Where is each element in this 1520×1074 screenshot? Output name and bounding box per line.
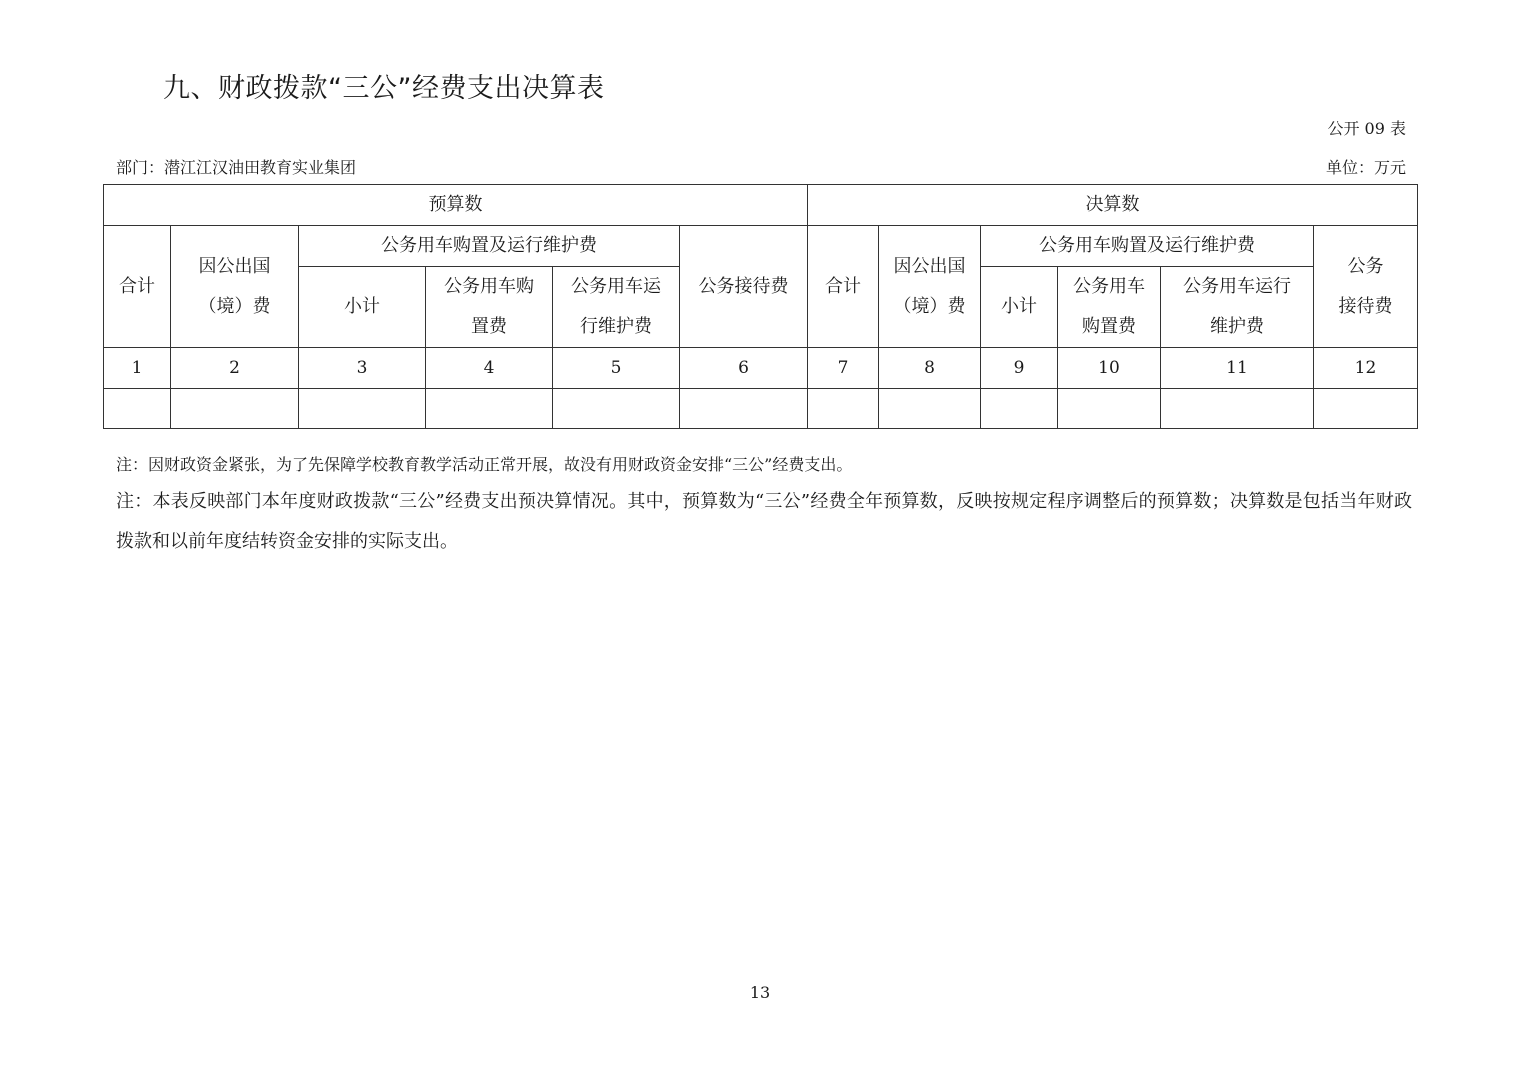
page-title: 九、财政拨款“三公”经费支出决算表 bbox=[163, 73, 605, 104]
final-abroad-line-2: （境）费 bbox=[893, 295, 966, 317]
budget-abroad-line-1: 因公出国 bbox=[198, 255, 271, 277]
final-reception-line-1: 公务 bbox=[1347, 255, 1384, 277]
value-cell bbox=[1058, 389, 1161, 429]
budget-purchase-line-1: 公务用车购 bbox=[444, 276, 534, 297]
budget-reception-header: 公务接待费 bbox=[680, 226, 808, 348]
table-value-row bbox=[104, 389, 1418, 429]
value-cell bbox=[981, 389, 1058, 429]
table-header-row-1 bbox=[104, 226, 1418, 267]
value-cell bbox=[808, 389, 879, 429]
unit-label: 单位：万元 bbox=[1325, 158, 1406, 177]
final-abroad-line-1: 因公出国 bbox=[893, 255, 966, 277]
index-cell: 1 bbox=[104, 348, 171, 389]
final-total-header: 合计 bbox=[808, 226, 879, 348]
final-operation-line-1: 公务用车运行 bbox=[1183, 276, 1291, 297]
budget-purchase-line-2: 置费 bbox=[471, 316, 507, 337]
budget-purchase-header bbox=[426, 267, 553, 348]
budget-abroad-header bbox=[171, 226, 299, 348]
form-number: 公开 09 表 bbox=[1327, 119, 1406, 138]
final-operation-line-2: 维护费 bbox=[1210, 316, 1264, 337]
budget-subtotal-header: 小计 bbox=[299, 267, 426, 348]
budget-operation-header bbox=[553, 267, 680, 348]
index-cell: 3 bbox=[299, 348, 426, 389]
index-cell: 8 bbox=[879, 348, 981, 389]
value-cell bbox=[104, 389, 171, 429]
value-cell bbox=[680, 389, 808, 429]
table-group-header-row bbox=[104, 185, 1418, 226]
index-cell: 2 bbox=[171, 348, 299, 389]
budget-operation-line-2: 行维护费 bbox=[580, 316, 652, 337]
final-abroad-header bbox=[879, 226, 981, 348]
value-cell bbox=[553, 389, 680, 429]
department-label: 部门：潜江江汉油田教育实业集团 bbox=[116, 158, 357, 177]
index-cell: 5 bbox=[553, 348, 680, 389]
index-cell: 9 bbox=[981, 348, 1058, 389]
final-reception-line-2: 接待费 bbox=[1338, 295, 1393, 317]
value-cell bbox=[1314, 389, 1418, 429]
final-operation-header bbox=[1161, 267, 1314, 348]
final-group-header: 决算数 bbox=[808, 185, 1418, 226]
value-cell bbox=[299, 389, 426, 429]
note-no-fund: 注：因财政资金紧张，为了先保障学校教育教学活动正常开展，故没有用财政资金安排“三公”经费支出。 bbox=[116, 455, 853, 474]
budget-total-header: 合计 bbox=[104, 226, 171, 348]
index-cell: 7 bbox=[808, 348, 879, 389]
page-number: 13 bbox=[749, 983, 771, 1002]
budget-group-header: 预算数 bbox=[104, 185, 808, 226]
value-cell bbox=[879, 389, 981, 429]
value-cell bbox=[1161, 389, 1314, 429]
final-purchase-line-1: 公务用车 bbox=[1073, 276, 1145, 297]
index-cell: 6 bbox=[680, 348, 808, 389]
value-cell bbox=[426, 389, 553, 429]
table-index-row bbox=[104, 348, 1418, 389]
index-cell: 4 bbox=[426, 348, 553, 389]
index-cell: 12 bbox=[1314, 348, 1418, 389]
final-purchase-header bbox=[1058, 267, 1161, 348]
final-purchase-line-2: 购置费 bbox=[1082, 316, 1136, 337]
index-cell: 11 bbox=[1161, 348, 1314, 389]
budget-vehicle-group-header: 公务用车购置及运行维护费 bbox=[299, 226, 680, 267]
note-explanation: 注：本表反映部门本年度财政拨款“三公”经费支出预决算情况。其中，预算数为“三公”经费全年预算数，反映按规定程序调整后的预算数；决算数是包括当年财政拨款和以前年度结转资金安排的实际支出。 bbox=[116, 491, 1412, 552]
index-cell: 10 bbox=[1058, 348, 1161, 389]
final-subtotal-header: 小计 bbox=[981, 267, 1058, 348]
three-public-expense-table bbox=[103, 184, 1418, 429]
final-reception-header bbox=[1314, 226, 1418, 348]
value-cell bbox=[171, 389, 299, 429]
budget-operation-line-1: 公务用车运 bbox=[571, 276, 661, 297]
final-vehicle-group-header: 公务用车购置及运行维护费 bbox=[981, 226, 1314, 267]
budget-abroad-line-2: （境）费 bbox=[198, 295, 271, 317]
